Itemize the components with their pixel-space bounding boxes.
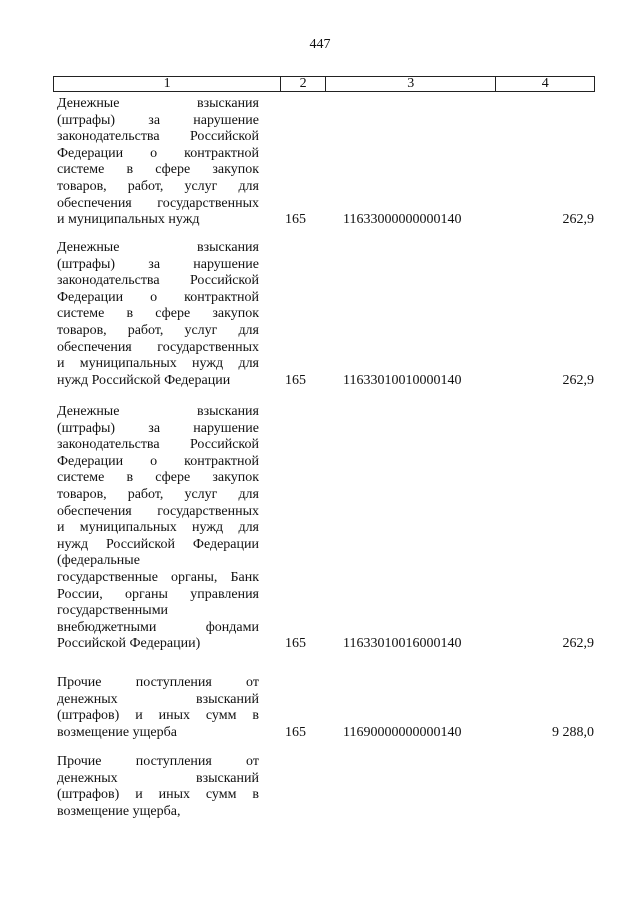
description-line: Денежные взыскания <box>57 96 259 111</box>
row-description <box>57 754 259 820</box>
description-line: возмещение ущерба, <box>57 803 181 819</box>
description-line: Прочие поступления от <box>57 675 259 690</box>
description-line: обеспечения государственных <box>57 195 259 211</box>
description-line: товаров, работ, услуг для <box>57 486 259 502</box>
description-line: внебюджетными фондами <box>57 619 259 635</box>
description-line: товаров, работ, услуг для <box>57 322 259 338</box>
table-row <box>57 404 594 653</box>
description-line: законодательства Российской <box>57 129 259 145</box>
column-header-4: 4 <box>541 76 549 91</box>
row-budget-code: 11690000000000140 <box>343 724 462 740</box>
description-line: денежных взысканий <box>57 770 259 786</box>
description-line: России, органы управления <box>57 586 259 602</box>
description-line: (федеральные <box>57 553 140 569</box>
description-line: и муниципальных нужд <box>57 212 200 228</box>
description-line: законодательства Российской <box>57 437 259 453</box>
table-row <box>57 240 594 389</box>
description-line: товаров, работ, услуг для <box>57 178 259 194</box>
description-line: (штрафы) за нарушение <box>57 420 259 436</box>
row-category-code: 165 <box>285 636 306 652</box>
page-number: 447 <box>309 37 331 52</box>
description-line: (штрафы) за нарушение <box>57 256 259 272</box>
row-amount: 262,9 <box>562 212 594 228</box>
description-line: Денежные взыскания <box>57 240 259 255</box>
description-line: и муниципальных нужд для <box>57 520 259 536</box>
description-line: Федерации о контрактной <box>57 289 259 305</box>
description-line: Денежные взыскания <box>57 404 259 419</box>
description-line: законодательства Российской <box>57 273 259 289</box>
column-header-2: 2 <box>281 77 326 91</box>
description-line: нужд Российской Федерации <box>57 372 231 388</box>
row-description <box>57 675 259 741</box>
row-amount: 262,9 <box>562 636 594 652</box>
table-row <box>57 675 594 741</box>
description-line: государственными <box>57 603 169 619</box>
description-line: Федерации о контрактной <box>57 145 259 161</box>
description-line: обеспечения государственных <box>57 339 259 355</box>
row-description <box>57 404 259 653</box>
table-header-row <box>53 76 595 92</box>
description-line: денежных взысканий <box>57 691 259 707</box>
row-amount: 9 288,0 <box>552 724 594 740</box>
description-line: Российской Федерации) <box>57 636 201 652</box>
column-header-1: 1 <box>54 77 281 91</box>
description-line: и муниципальных нужд для <box>57 356 259 372</box>
description-line: возмещение ущерба <box>57 724 177 740</box>
row-description <box>57 240 259 389</box>
row-category-code: 165 <box>285 372 306 388</box>
description-line: системе в сфере закупок <box>57 470 259 486</box>
row-description <box>57 96 259 229</box>
row-amount: 262,9 <box>562 372 594 388</box>
description-line: (штрафов) и иных сумм в <box>57 787 259 803</box>
description-line: обеспечения государственных <box>57 503 259 519</box>
column-header-3: 3 <box>326 77 496 91</box>
description-line: Прочие поступления от <box>57 754 259 769</box>
description-line: государственные органы, Банк <box>57 569 259 585</box>
row-category-code: 165 <box>285 212 306 228</box>
row-category-code: 165 <box>285 724 306 740</box>
description-line: (штрафов) и иных сумм в <box>57 708 259 724</box>
description-line: (штрафы) за нарушение <box>57 112 259 128</box>
table-row <box>57 96 594 229</box>
row-budget-code: 11633010010000140 <box>343 372 462 388</box>
description-line: нужд Российской Федерации <box>57 536 259 552</box>
table-row <box>57 754 259 820</box>
description-line: системе в сфере закупок <box>57 306 259 322</box>
description-line: системе в сфере закупок <box>57 162 259 178</box>
description-line: Федерации о контрактной <box>57 453 259 469</box>
row-budget-code: 11633010016000140 <box>343 636 462 652</box>
row-budget-code: 11633000000000140 <box>343 212 462 228</box>
